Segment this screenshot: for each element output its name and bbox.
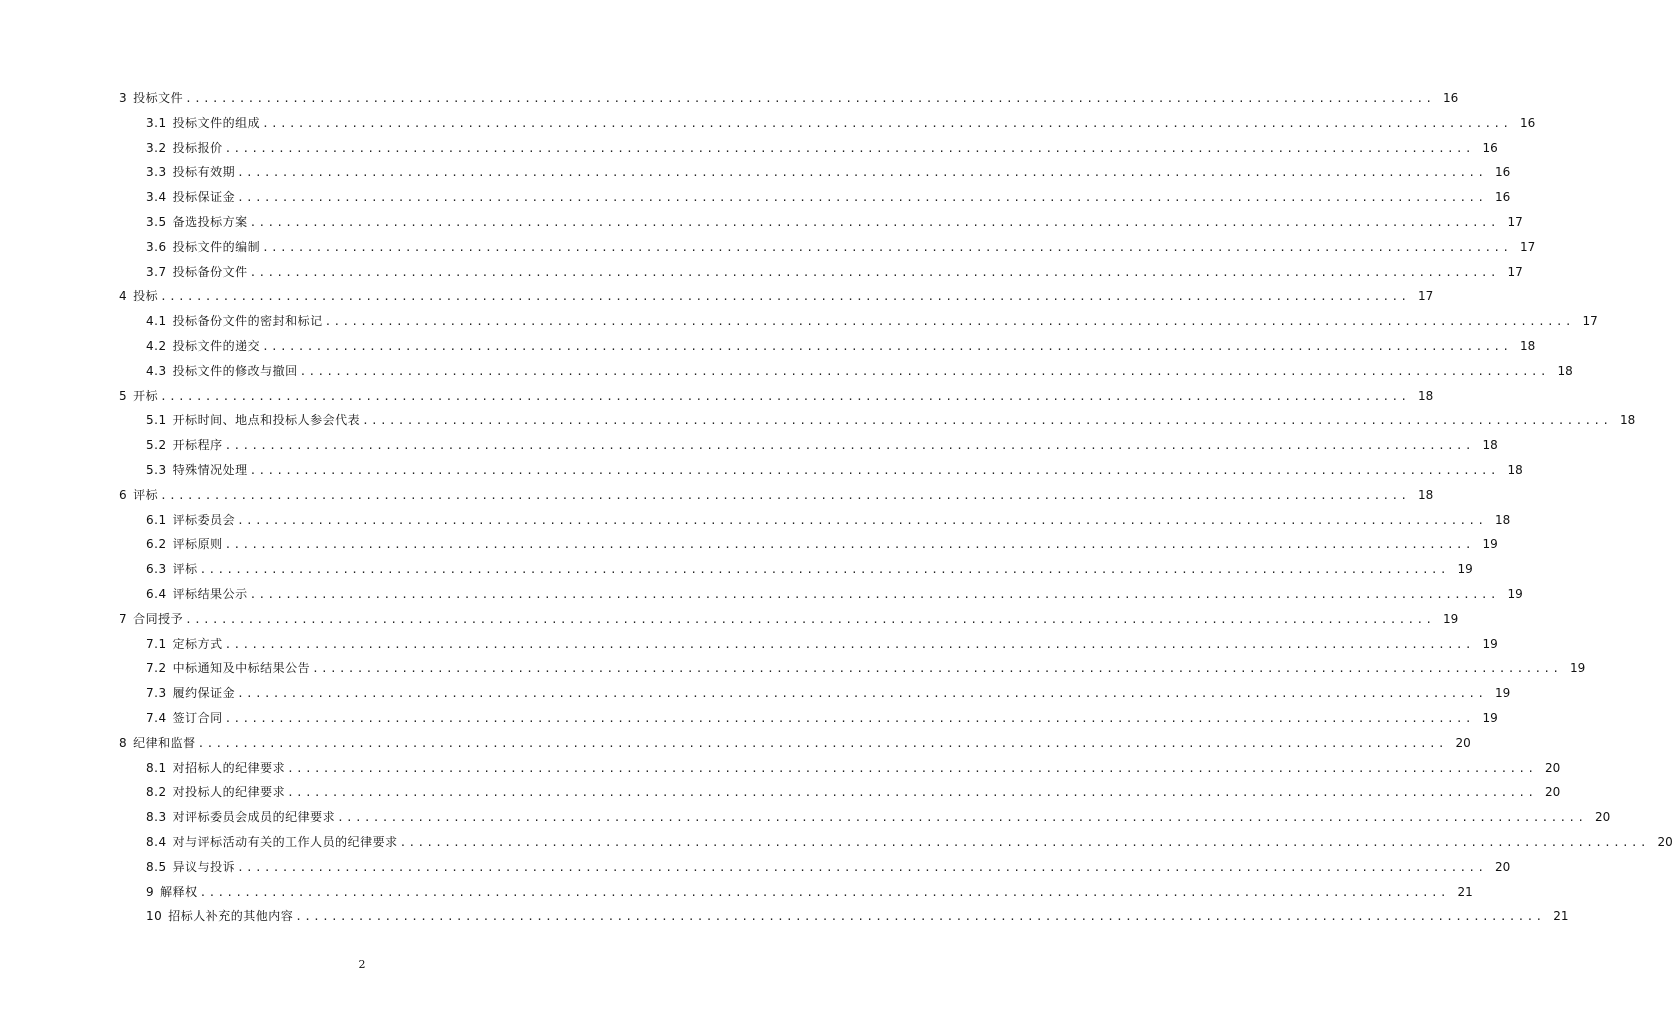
toc-entry[interactable] — [0, 681, 1511, 706]
toc-entry[interactable] — [0, 756, 1561, 781]
toc-entry-row — [146, 309, 1598, 334]
toc-entry-title: 对招标人的纪律要求 — [172, 760, 286, 775]
toc-entry[interactable] — [0, 656, 1586, 681]
toc-entry[interactable] — [0, 111, 1536, 136]
toc-entry[interactable] — [0, 508, 1511, 533]
toc-entry-title: 开标时间、地点和投标人参会代表 — [172, 413, 361, 428]
toc-entry-page: 20 — [1545, 760, 1561, 775]
toc-entry-number: 8 — [119, 735, 128, 750]
toc-entry-page: 16 — [1443, 91, 1459, 105]
toc-entry[interactable] — [0, 805, 1611, 830]
toc-entry-number: 4.3 — [146, 363, 167, 378]
dot-leader: ............................................................................................................................................ — [287, 761, 1537, 775]
dot-leader: ............................................................................................................................................ — [237, 860, 1487, 874]
toc-entry-number: 7 — [119, 611, 128, 626]
toc-entry-number: 7.4 — [146, 710, 167, 725]
toc-entry-page: 17 — [1507, 264, 1523, 279]
dot-leader: ............................................................................................................................................ — [399, 835, 1649, 849]
table-of-contents — [0, 86, 1673, 929]
toc-entry-number: 3.1 — [146, 115, 167, 130]
dot-leader: ............................................................................................................................................ — [249, 463, 1499, 477]
toc-entry-number: 3.3 — [146, 165, 167, 180]
toc-entry-title: 开标 — [133, 388, 159, 403]
toc-entry-title: 投标文件的编制 — [172, 239, 261, 254]
dot-leader: ............................................................................................................................................ — [337, 811, 1587, 825]
toc-entry-row — [146, 508, 1511, 533]
toc-entry-number: 8.4 — [146, 834, 167, 849]
toc-entry[interactable] — [0, 185, 1511, 210]
page-number: 2 — [358, 958, 366, 971]
toc-entry-number: 5 — [119, 388, 128, 403]
toc-entry-title: 对投标人的纪律要求 — [172, 785, 286, 800]
toc-entry-title: 履约保证金 — [172, 686, 236, 701]
toc-entry-row — [146, 756, 1561, 781]
dot-leader: ............................................................................................................................................ — [299, 364, 1549, 378]
toc-entry-number: 3.6 — [146, 239, 167, 254]
toc-entry-title: 定标方式 — [172, 636, 223, 651]
toc-entry-title: 开标程序 — [172, 438, 223, 453]
toc-entry-number: 7.3 — [146, 686, 167, 701]
toc-entry-number: 6.1 — [146, 512, 167, 527]
toc-entry-title: 投标备份文件 — [172, 264, 248, 279]
toc-entry-title: 投标有效期 — [172, 165, 236, 180]
toc-entry-row — [146, 334, 1536, 359]
toc-entry-page: 17 — [1507, 214, 1523, 229]
toc-entry-page: 19 — [1482, 636, 1498, 651]
toc-entry-row — [119, 607, 1459, 632]
toc-entry[interactable] — [0, 557, 1473, 582]
toc-entry-page: 19 — [1457, 562, 1473, 577]
toc-entry-number: 5.1 — [146, 413, 167, 428]
dot-leader: ............................................................................................................................................ — [224, 637, 1474, 651]
toc-entry-row — [146, 260, 1523, 285]
toc-entry[interactable] — [0, 731, 1471, 756]
dot-leader: ............................................................................................................................................ — [224, 141, 1474, 155]
toc-entry[interactable] — [0, 136, 1498, 161]
toc-entry-number: 8.3 — [146, 810, 167, 825]
toc-entry-page: 20 — [1455, 735, 1471, 750]
toc-entry-number: 4 — [119, 289, 128, 304]
toc-entry-page: 21 — [1457, 884, 1473, 899]
toc-entry[interactable] — [0, 904, 1569, 929]
toc-entry-page: 18 — [1418, 388, 1434, 403]
toc-entry-page: 17 — [1582, 314, 1598, 329]
toc-entry-page: 19 — [1507, 586, 1523, 601]
toc-entry-page: 16 — [1482, 140, 1498, 155]
toc-entry-title: 投标 — [133, 289, 159, 304]
toc-entry-number: 6.4 — [146, 586, 167, 601]
toc-entry-title: 签订合同 — [172, 710, 223, 725]
toc-entry-title: 投标文件 — [133, 91, 184, 105]
toc-entry-page: 16 — [1520, 115, 1536, 130]
toc-entry[interactable] — [0, 880, 1473, 905]
toc-entry-title: 评标委员会 — [172, 512, 236, 527]
toc-entry-title: 纪律和监督 — [133, 735, 196, 750]
toc-entry-row — [146, 408, 1636, 433]
toc-entry-number: 8.2 — [146, 785, 167, 800]
toc-entry-page: 19 — [1495, 686, 1511, 701]
toc-entry-page: 18 — [1418, 487, 1434, 502]
toc-entry[interactable] — [0, 458, 1523, 483]
toc-entry-number: 3.7 — [146, 264, 167, 279]
dot-leader: ............................................................................................................................................ — [224, 538, 1474, 552]
toc-entry-row — [119, 731, 1471, 756]
toc-entry-title: 投标文件的递交 — [172, 338, 261, 353]
toc-entry-page: 20 — [1595, 810, 1611, 825]
dot-leader: ............................................................................................................................................ — [224, 439, 1474, 453]
toc-entry[interactable] — [0, 86, 1459, 111]
toc-entry-title: 合同授予 — [133, 611, 184, 626]
toc-entry[interactable] — [0, 210, 1523, 235]
toc-entry-row — [146, 532, 1498, 557]
toc-entry-number: 7.1 — [146, 636, 167, 651]
toc-entry-row — [146, 160, 1511, 185]
toc-entry[interactable] — [0, 384, 1434, 409]
toc-entry-page: 18 — [1557, 363, 1573, 378]
toc-entry[interactable] — [0, 830, 1673, 855]
toc-entry-number: 6.2 — [146, 537, 167, 552]
dot-leader: ............................................................................................................................................ — [237, 687, 1487, 701]
toc-entry-title: 解释权 — [160, 884, 198, 899]
toc-entry[interactable] — [0, 235, 1536, 260]
toc-entry[interactable] — [0, 582, 1523, 607]
toc-entry-number: 3.5 — [146, 214, 167, 229]
toc-entry-page: 21 — [1553, 909, 1569, 924]
dot-leader: ............................................................................................................................................ — [160, 389, 1410, 403]
toc-entry-title: 投标保证金 — [172, 190, 236, 205]
toc-entry[interactable] — [0, 433, 1498, 458]
toc-entry-row — [146, 582, 1523, 607]
toc-entry-row — [146, 458, 1523, 483]
toc-entry-title: 评标 — [133, 487, 159, 502]
toc-entry-row — [146, 656, 1586, 681]
toc-entry-number: 5.2 — [146, 438, 167, 453]
toc-entry-row — [146, 880, 1473, 905]
toc-entry-title: 特殊情况处理 — [172, 462, 248, 477]
dot-leader: ............................................................................................................................................ — [249, 265, 1499, 279]
toc-entry-row — [146, 111, 1536, 136]
dot-leader: ............................................................................................................................................ — [295, 910, 1545, 924]
toc-entry-page: 16 — [1495, 190, 1511, 205]
toc-entry[interactable] — [0, 483, 1434, 508]
dot-leader: ............................................................................................................................................ — [160, 488, 1410, 502]
toc-entry-title: 投标文件的修改与撤回 — [172, 363, 298, 378]
toc-entry[interactable] — [0, 632, 1498, 657]
toc-entry-title: 招标人补充的其他内容 — [168, 909, 294, 924]
toc-entry[interactable] — [0, 160, 1511, 185]
toc-entry-row — [146, 557, 1473, 582]
toc-entry-number: 5.3 — [146, 462, 167, 477]
dot-leader: ............................................................................................................................................ — [237, 166, 1487, 180]
dot-leader: ............................................................................................................................................ — [287, 786, 1537, 800]
toc-entry-page: 20 — [1657, 834, 1673, 849]
toc-entry-row — [146, 780, 1561, 805]
toc-entry-page: 19 — [1482, 537, 1498, 552]
toc-entry-number: 3.2 — [146, 140, 167, 155]
dot-leader: ............................................................................................................................................ — [262, 339, 1512, 353]
toc-entry-row — [119, 384, 1434, 409]
toc-entry-row — [146, 210, 1523, 235]
dot-leader: ............................................................................................................................................ — [237, 191, 1487, 205]
toc-entry-title: 投标备份文件的密封和标记 — [172, 314, 323, 329]
dot-leader: ............................................................................................................................................ — [199, 563, 1449, 577]
toc-entry[interactable] — [0, 780, 1561, 805]
toc-entry-title: 中标通知及中标结果公告 — [172, 661, 311, 676]
toc-entry-row — [146, 855, 1511, 880]
toc-entry-row — [146, 433, 1498, 458]
toc-entry-row — [146, 185, 1511, 210]
toc-entry-page: 18 — [1520, 338, 1536, 353]
dot-leader: ............................................................................................................................................ — [199, 885, 1449, 899]
toc-entry-title: 备选投标方案 — [172, 214, 248, 229]
dot-leader: ............................................................................................................................................ — [185, 92, 1435, 105]
toc-entry-row — [146, 632, 1498, 657]
toc-entry-title: 投标报价 — [172, 140, 223, 155]
toc-entry-number: 4.1 — [146, 314, 167, 329]
toc-entry-number: 9 — [146, 884, 155, 899]
toc-entry-title: 投标文件的组成 — [172, 115, 261, 130]
toc-entry[interactable] — [0, 284, 1434, 309]
toc-entry-title: 对与评标活动有关的工作人员的纪律要求 — [172, 834, 398, 849]
toc-entry-row — [146, 805, 1611, 830]
dot-leader: ............................................................................................................................................ — [224, 711, 1474, 725]
toc-entry-number: 8.5 — [146, 859, 167, 874]
dot-leader: ............................................................................................................................................ — [249, 587, 1499, 601]
toc-entry-page: 20 — [1545, 785, 1561, 800]
toc-entry-title: 评标 — [172, 562, 198, 577]
toc-entry[interactable] — [0, 706, 1498, 731]
dot-leader: ............................................................................................................................................ — [197, 736, 1447, 750]
toc-entry-title: 对评标委员会成员的纪律要求 — [172, 810, 336, 825]
toc-entry[interactable] — [0, 359, 1573, 384]
toc-entry-number: 3.4 — [146, 190, 167, 205]
toc-entry-row — [146, 359, 1573, 384]
toc-entry-number: 10 — [146, 909, 163, 924]
toc-entry-page: 20 — [1495, 859, 1511, 874]
toc-entry[interactable] — [0, 607, 1459, 632]
toc-entry-number: 3 — [119, 91, 128, 105]
dot-leader: ............................................................................................................................................ — [160, 290, 1410, 304]
toc-entry-row — [146, 136, 1498, 161]
dot-leader: ............................................................................................................................................ — [237, 513, 1487, 527]
toc-entry-row — [146, 681, 1511, 706]
toc-entry[interactable] — [0, 309, 1598, 334]
dot-leader: ............................................................................................................................................ — [362, 414, 1612, 428]
toc-entry-number: 8.1 — [146, 760, 167, 775]
dot-leader: ............................................................................................................................................ — [249, 215, 1499, 229]
toc-entry-row — [146, 830, 1673, 855]
toc-entry-page: 17 — [1520, 239, 1536, 254]
toc-entry-row — [119, 284, 1434, 309]
toc-entry-number: 6 — [119, 487, 128, 502]
toc-entry[interactable] — [0, 260, 1523, 285]
toc-entry-page: 19 — [1570, 661, 1586, 676]
toc-entry-row — [146, 904, 1569, 929]
toc-entry-row — [119, 483, 1434, 508]
toc-entry-number: 7.2 — [146, 661, 167, 676]
toc-entry-page: 19 — [1443, 611, 1459, 626]
toc-entry[interactable] — [0, 532, 1498, 557]
toc-entry-page: 17 — [1418, 289, 1434, 304]
toc-entry-row — [119, 86, 1459, 111]
toc-entry-page: 19 — [1482, 710, 1498, 725]
toc-entry-page: 16 — [1495, 165, 1511, 180]
toc-entry[interactable] — [0, 334, 1536, 359]
dot-leader: ............................................................................................................................................ — [185, 612, 1435, 626]
dot-leader: ............................................................................................................................................ — [312, 662, 1562, 676]
toc-entry-page: 18 — [1620, 413, 1636, 428]
toc-entry[interactable] — [0, 855, 1511, 880]
toc-entry-title: 异议与投诉 — [172, 859, 236, 874]
toc-entry-title: 评标原则 — [172, 537, 223, 552]
toc-entry-page: 18 — [1507, 462, 1523, 477]
toc-entry[interactable] — [0, 408, 1636, 433]
toc-entry-page: 18 — [1482, 438, 1498, 453]
dot-leader: ............................................................................................................................................ — [262, 116, 1512, 130]
toc-entry-row — [146, 706, 1498, 731]
toc-entry-page: 18 — [1495, 512, 1511, 527]
toc-entry-title: 评标结果公示 — [172, 586, 248, 601]
dot-leader: ............................................................................................................................................ — [262, 240, 1512, 254]
toc-entry-row — [146, 235, 1536, 260]
toc-entry-number: 6.3 — [146, 562, 167, 577]
dot-leader: ............................................................................................................................................ — [324, 315, 1574, 329]
toc-entry-number: 4.2 — [146, 338, 167, 353]
